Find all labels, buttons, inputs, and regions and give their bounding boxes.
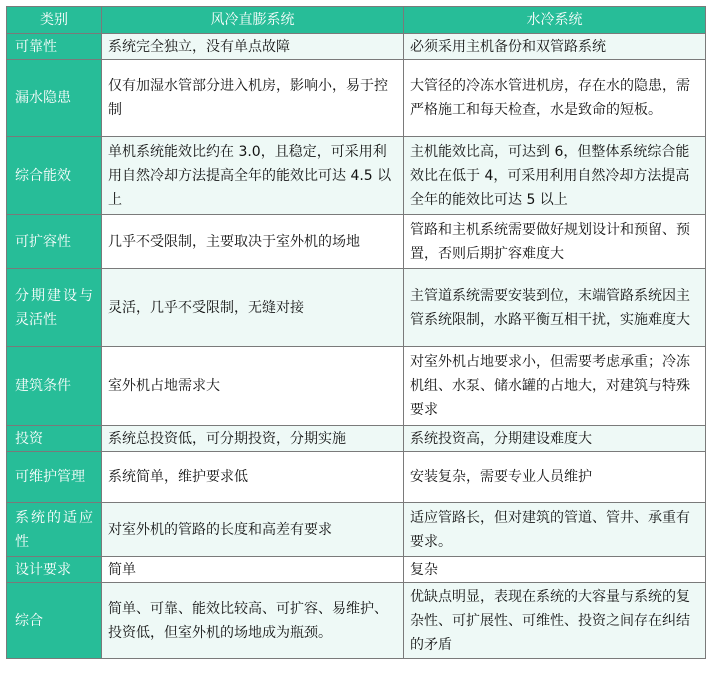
row-category: 可维护管理 — [7, 452, 102, 503]
water-cooled-cell: 复杂 — [404, 557, 706, 583]
water-cooled-cell: 主机能效比高，可达到 6，但整体系统综合能效比在低于 4，可采用利用自然冷却方法提高全年的能效比可达 5 以上 — [404, 137, 706, 215]
water-cooled-cell: 必须采用主机备份和双管路系统 — [404, 34, 706, 60]
air-cooled-cell: 单机系统能效比约在 3.0，且稳定，可采用利用自然冷却方法提高全年的能效比可达 4.5 以上 — [102, 137, 404, 215]
water-cooled-cell: 大管径的冷冻水管进机房，存在水的隐患，需严格施工和每天检查，水是致命的短板。 — [404, 60, 706, 137]
water-cooled-cell: 对室外机占地要求小，但需要考虑承重；冷冻机组、水泵、储水罐的占地大，对建筑与特殊要求 — [404, 347, 706, 426]
air-cooled-cell: 室外机占地需求大 — [102, 347, 404, 426]
row-category: 投资 — [7, 426, 102, 452]
row-category: 综合 — [7, 583, 102, 659]
row-category: 建筑条件 — [7, 347, 102, 426]
air-cooled-cell: 系统完全独立，没有单点故障 — [102, 34, 404, 60]
header-water-cooled: 水冷系统 — [404, 7, 706, 34]
air-cooled-cell: 对室外机的管路的长度和高差有要求 — [102, 503, 404, 557]
header-air-cooled: 风冷直膨系统 — [102, 7, 404, 34]
table-row — [7, 583, 706, 659]
row-category: 可靠性 — [7, 34, 102, 60]
water-cooled-cell: 优缺点明显，表现在系统的大容量与系统的复杂性、可扩展性、可维性、投资之间存在纠结的矛盾 — [404, 583, 706, 659]
table-row — [7, 426, 706, 452]
row-category: 设计要求 — [7, 557, 102, 583]
air-cooled-cell: 简单、可靠、能效比较高、可扩容、易维护、投资低，但室外机的场地成为瓶颈。 — [102, 583, 404, 659]
table-row — [7, 34, 706, 60]
air-cooled-cell: 系统总投资低，可分期投资，分期实施 — [102, 426, 404, 452]
air-cooled-cell: 灵活，几乎不受限制，无缝对接 — [102, 269, 404, 347]
row-category: 分期建设与灵活性 — [7, 269, 102, 347]
row-category: 综合能效 — [7, 137, 102, 215]
water-cooled-cell: 管路和主机系统需要做好规划设计和预留、预置，否则后期扩容难度大 — [404, 215, 706, 269]
header-row — [7, 7, 706, 34]
table-row — [7, 503, 706, 557]
table-row — [7, 137, 706, 215]
water-cooled-cell: 适应管路长，但对建筑的管道、管井、承重有要求。 — [404, 503, 706, 557]
table-row — [7, 60, 706, 137]
water-cooled-cell: 主管道系统需要安装到位，末端管路系统因主管系统限制，水路平衡互相干扰，实施难度大 — [404, 269, 706, 347]
water-cooled-cell: 系统投资高，分期建设难度大 — [404, 426, 706, 452]
table-row — [7, 269, 706, 347]
header-category: 类别 — [7, 7, 102, 34]
table-row — [7, 557, 706, 583]
air-cooled-cell: 系统简单，维护要求低 — [102, 452, 404, 503]
table-row — [7, 347, 706, 426]
row-category: 可扩容性 — [7, 215, 102, 269]
comparison-table — [6, 6, 706, 659]
row-category: 漏水隐患 — [7, 60, 102, 137]
air-cooled-cell: 几乎不受限制，主要取决于室外机的场地 — [102, 215, 404, 269]
table-row — [7, 215, 706, 269]
water-cooled-cell: 安装复杂，需要专业人员维护 — [404, 452, 706, 503]
table-row — [7, 452, 706, 503]
air-cooled-cell: 仅有加湿水管部分进入机房，影响小，易于控制 — [102, 60, 404, 137]
row-category: 系统的适应性 — [7, 503, 102, 557]
air-cooled-cell: 简单 — [102, 557, 404, 583]
